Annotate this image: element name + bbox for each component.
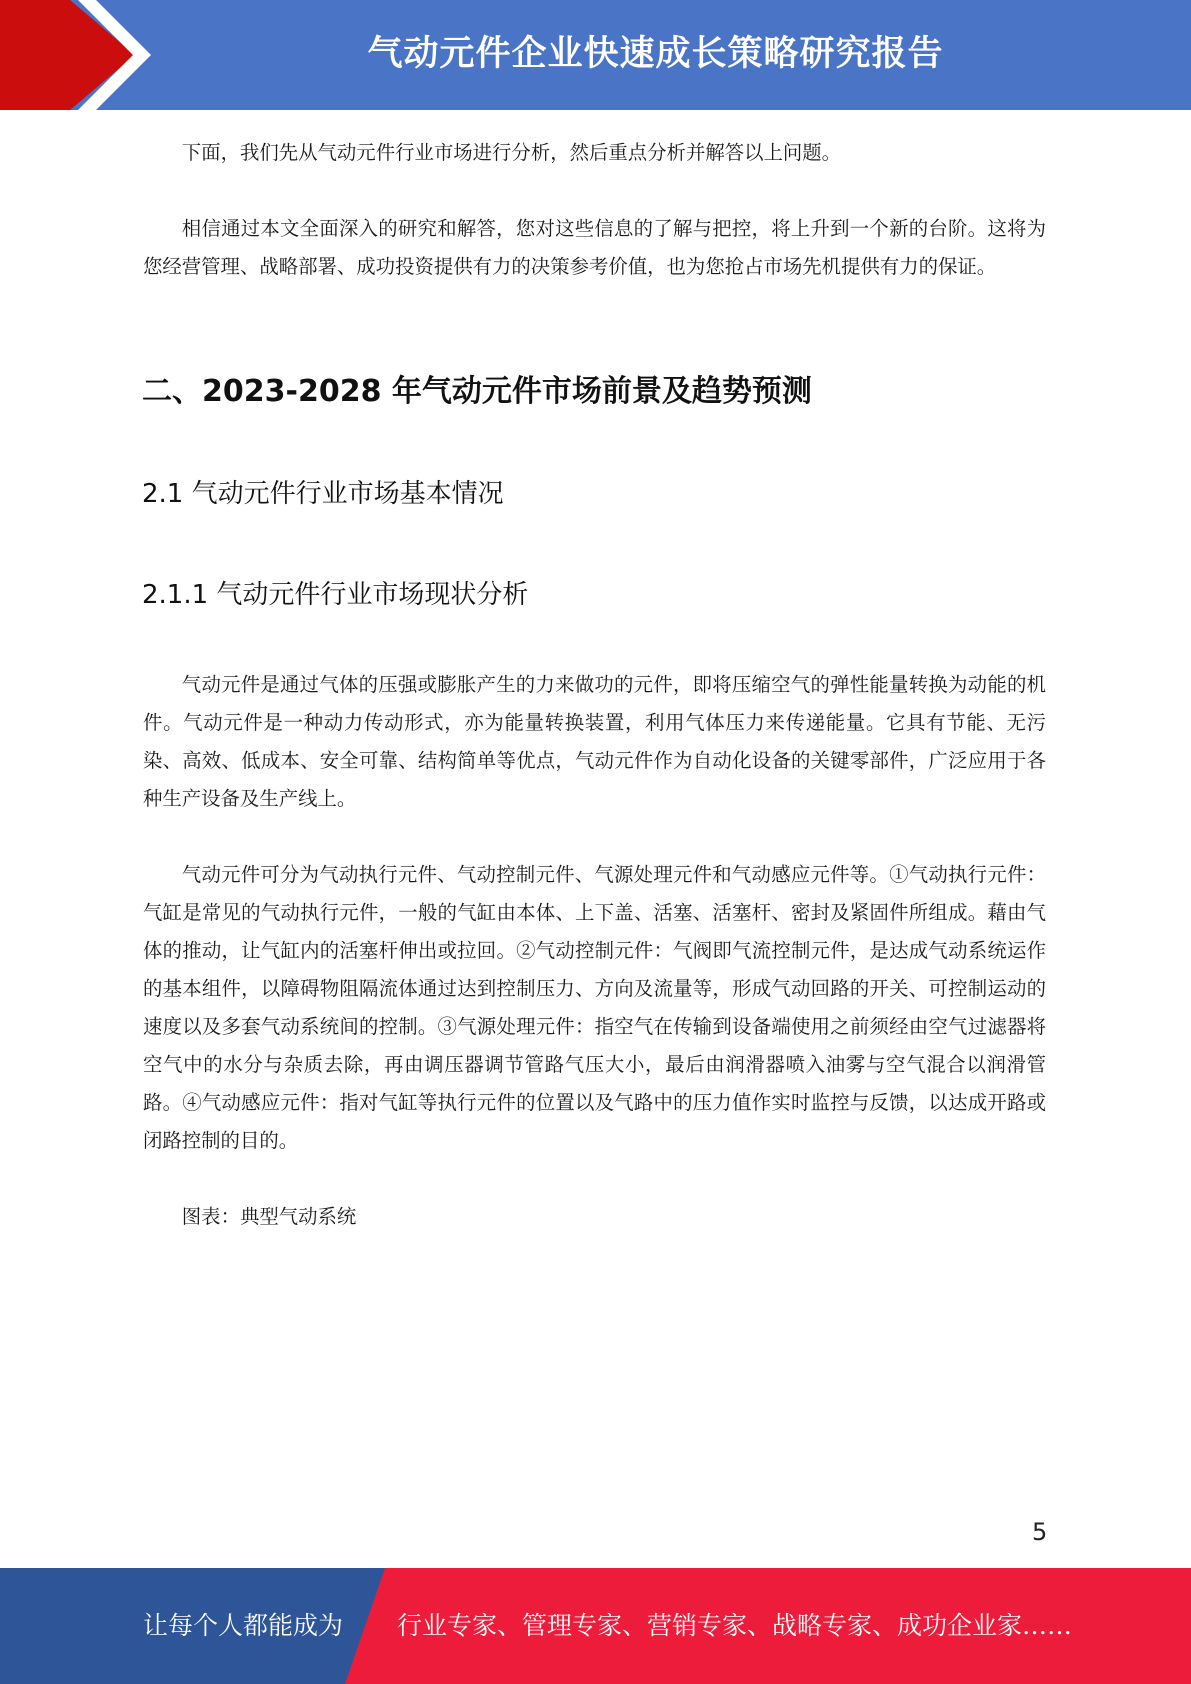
intro-paragraph: 下面，我们先从气动元件行业市场进行分析，然后重点分析并解答以上问题。 [181, 141, 842, 164]
section-heading: 二、2023-2028 年气动元件市场前景及趋势预测 [142, 374, 812, 409]
subsubsection-heading: 2.1.1 气动元件行业市场现状分析 [142, 580, 529, 610]
report-title: 气动元件企业快速成长策略研究报告 [367, 34, 944, 74]
page-number: 5 [1032, 1518, 1048, 1546]
page-header [0, 0, 1191, 110]
subsection-heading: 2.1 气动元件行业市场基本情况 [142, 479, 504, 509]
figure-caption: 图表：典型气动系统 [181, 1205, 357, 1228]
definition-paragraph: 气动元件是通过气体的压强或膨胀产生的力来做功的元件，即将压缩空气的弹性能量转换为动能的机件。气动元件是一种动力传动形式，亦为能量转换装置，利用气体压力来传递能量。它具有节能、无污染、高效、低成本、安全可靠、结构简单等优点，气动元件作为自动化设备的关键零部件，广泛应用于各种生产设备及生产线上。 [143, 673, 1046, 810]
footer-slogan-right: 行业专家、管理专家、营销专家、战略专家、成功企业家…… [397, 1611, 1073, 1640]
footer-slogan-left: 让每个人都能成为 [143, 1611, 344, 1640]
value-paragraph: 相信通过本文全面深入的研究和解答，您对这些信息的了解与把控，将上升到一个新的台阶。这将为您经营管理、战略部署、成功投资提供有力的决策参考价值，也为您抢占市场先机提供有力的保证。 [143, 217, 1046, 278]
classification-paragraph: 气动元件可分为气动执行元件、气动控制元件、气源处理元件和气动感应元件等。①气动执行元件：气缸是常见的气动执行元件，一般的气缸由本体、上下盖、活塞、活塞杆、密封及紧固件所组成。藉由气体的推动，让气缸内的活塞杆伸出或拉回。②气动控制元件：气阀即气流控制元件，是达成气动系统运作的基本组件，以障碍物阻隔流体通过达到控制压力、方向及流量等，形成气动回路的开关、可控制运动的速度以及多套气动系统间的控制。③气源处理元件：指空气在传输到设备端使用之前须经由空气过滤器将空气中的水分与杂质去除，再由调压器调节管路气压大小，最后由润滑器喷入油雾与空气混合以润滑管路。④气动感应元件：指对气缸等执行元件的位置以及气路中的压力值作实时监控与反馈，以达成开路或闭路控制的目的。 [143, 863, 1046, 1152]
page-footer [0, 1568, 1191, 1684]
